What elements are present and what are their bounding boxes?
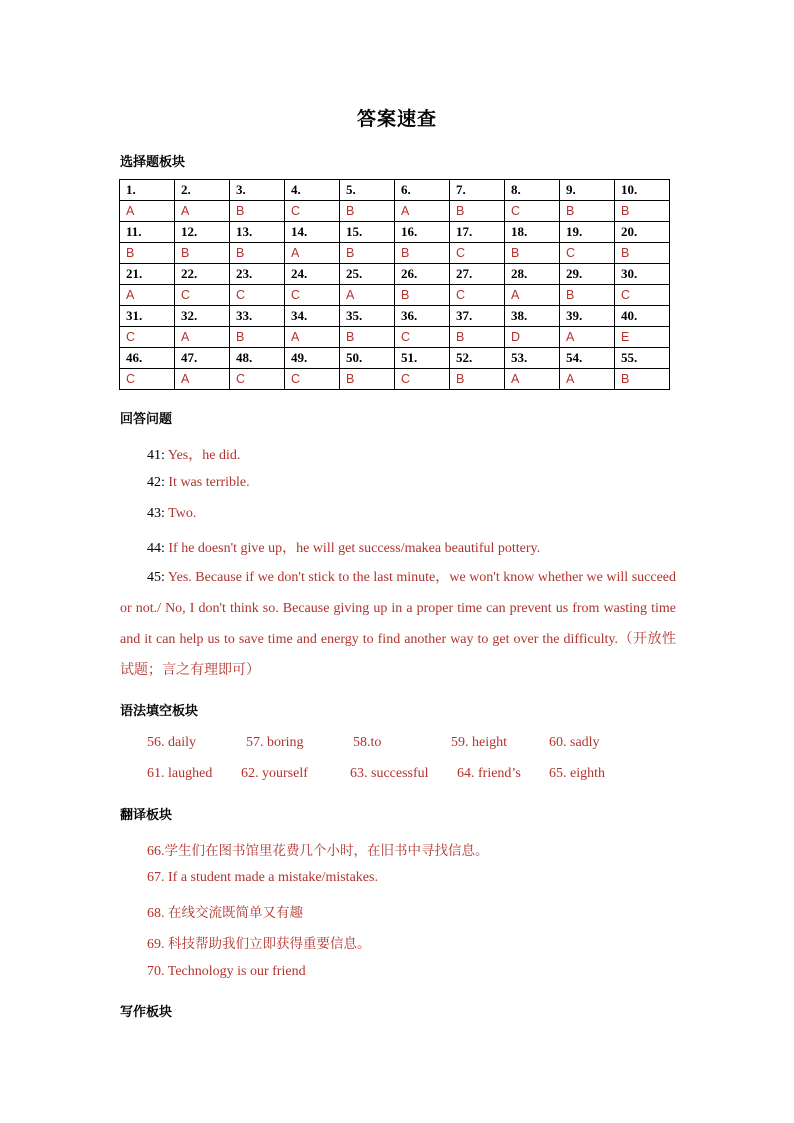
question-number-cell: 4. [285, 180, 340, 201]
question-number-cell: 24. [285, 264, 340, 285]
answer-cell: A [505, 369, 560, 390]
table-row-answers [120, 369, 670, 390]
section-grammar-heading: 语法填空板块 [120, 704, 199, 719]
answer-cell: D [505, 327, 560, 348]
question-number-cell: 35. [340, 306, 395, 327]
answer-cell: A [505, 285, 560, 306]
translation-text: 科技帮助我们立即获得重要信息。 [168, 936, 371, 952]
question-number-cell: 6. [395, 180, 450, 201]
answer-cell: B [615, 201, 670, 222]
section-choice-heading: 选择题板块 [120, 155, 186, 170]
answer-cell: B [615, 369, 670, 390]
answer-cell: A [175, 201, 230, 222]
question-number-cell: 11. [120, 222, 175, 243]
question-number-cell: 16. [395, 222, 450, 243]
question-number-cell: 27. [450, 264, 505, 285]
question-number-cell: 46. [120, 348, 175, 369]
translation-text: Technology is our friend [167, 964, 306, 979]
answer-cell: B [340, 243, 395, 264]
answer-cell: B [340, 369, 395, 390]
grammar-answer: 57. boring [246, 735, 304, 750]
question-number-cell: 8. [505, 180, 560, 201]
translation-answer-66 [147, 839, 489, 860]
question-number-cell: 9. [560, 180, 615, 201]
answer-cell: C [450, 243, 505, 264]
qa-label: 42: [147, 475, 169, 490]
question-number-cell: 53. [505, 348, 560, 369]
question-number-cell: 52. [450, 348, 505, 369]
qa-text: If he doesn't give up，he will get success/makea beautiful pottery. [168, 541, 541, 556]
answer-cell: B [230, 201, 285, 222]
answer-cell: B [175, 243, 230, 264]
question-number-cell: 28. [505, 264, 560, 285]
question-number-cell: 25. [340, 264, 395, 285]
section-translation-heading: 翻译板块 [120, 808, 173, 823]
question-number-cell: 29. [560, 264, 615, 285]
translation-answer-67 [147, 870, 378, 886]
answer-cell: B [450, 201, 505, 222]
choice-answer-table [119, 179, 670, 390]
answer-cell: B [505, 243, 560, 264]
table-row-numbers [120, 180, 670, 201]
question-number-cell: 47. [175, 348, 230, 369]
answer-cell: C [505, 201, 560, 222]
translation-answer-69 [147, 932, 371, 953]
table-row-numbers [120, 306, 670, 327]
question-number-cell: 12. [175, 222, 230, 243]
qa-label: 41: [147, 448, 168, 463]
question-number-cell: 38. [505, 306, 560, 327]
answer-cell: B [560, 285, 615, 306]
table-row-numbers [120, 264, 670, 285]
question-number-cell: 3. [230, 180, 285, 201]
question-number-cell: 40. [615, 306, 670, 327]
answer-cell: C [285, 201, 340, 222]
answer-cell: E [615, 327, 670, 348]
answer-cell: B [560, 201, 615, 222]
qa-answer-42 [147, 475, 250, 491]
question-number-cell: 50. [340, 348, 395, 369]
translation-label: 68. [147, 906, 168, 921]
answer-cell: C [175, 285, 230, 306]
answer-cell: A [120, 201, 175, 222]
question-number-cell: 30. [615, 264, 670, 285]
translation-text: 学生们在图书馆里花费几个小时，在旧书中寻找信息。 [164, 843, 489, 859]
qa-label: 43: [147, 506, 169, 521]
answer-cell: B [615, 243, 670, 264]
translation-answer-68 [147, 901, 303, 922]
answer-cell: A [285, 243, 340, 264]
question-number-cell: 19. [560, 222, 615, 243]
question-number-cell: 36. [395, 306, 450, 327]
table-row-answers [120, 327, 670, 348]
question-number-cell: 5. [340, 180, 395, 201]
question-number-cell: 18. [505, 222, 560, 243]
answer-cell: C [395, 369, 450, 390]
answer-cell: C [615, 285, 670, 306]
question-number-cell: 33. [230, 306, 285, 327]
question-number-cell: 23. [230, 264, 285, 285]
qa-text: Yes，he did. [167, 448, 241, 463]
grammar-answer: 61. laughed [147, 766, 213, 781]
question-number-cell: 1. [120, 180, 175, 201]
qa-answer-41 [147, 444, 240, 464]
qa-text: It was terrible. [168, 475, 250, 490]
grammar-answer: 60. sadly [549, 735, 600, 750]
answer-cell: A [175, 369, 230, 390]
question-number-cell: 49. [285, 348, 340, 369]
question-number-cell: 39. [560, 306, 615, 327]
question-number-cell: 7. [450, 180, 505, 201]
answer-cell: B [230, 243, 285, 264]
section-qa-heading: 回答问题 [120, 412, 173, 427]
question-number-cell: 17. [450, 222, 505, 243]
answer-cell: A [120, 285, 175, 306]
answer-cell: A [340, 285, 395, 306]
answer-cell: B [395, 285, 450, 306]
answer-cell: B [230, 327, 285, 348]
answer-cell: B [340, 327, 395, 348]
answer-cell: A [175, 327, 230, 348]
translation-label: 70. [147, 964, 168, 979]
answer-cell: C [120, 369, 175, 390]
answer-cell: C [120, 327, 175, 348]
answer-cell: C [230, 285, 285, 306]
grammar-answer: 56. daily [147, 735, 196, 750]
grammar-answer: 58.to [353, 735, 382, 750]
answer-cell: C [395, 327, 450, 348]
table-row-answers [120, 201, 670, 222]
grammar-answer: 63. successful [350, 766, 429, 781]
question-number-cell: 14. [285, 222, 340, 243]
table-row-answers [120, 243, 670, 264]
answer-cell: C [285, 285, 340, 306]
table-row-answers [120, 285, 670, 306]
grammar-answer: 64. friend’s [457, 766, 521, 781]
question-number-cell: 34. [285, 306, 340, 327]
grammar-answer: 62. yourself [241, 766, 308, 781]
qa-answer-44 [147, 537, 540, 557]
qa-label: 44: [147, 541, 169, 556]
table-row-numbers [120, 348, 670, 369]
question-number-cell: 54. [560, 348, 615, 369]
answer-cell: C [450, 285, 505, 306]
answer-cell: C [560, 243, 615, 264]
question-number-cell: 31. [120, 306, 175, 327]
answer-cell: A [285, 327, 340, 348]
question-number-cell: 10. [615, 180, 670, 201]
qa-label: 45: [147, 570, 168, 585]
answer-cell: B [340, 201, 395, 222]
translation-label: 69. [147, 937, 168, 952]
grammar-answer: 65. eighth [549, 766, 605, 781]
grammar-answer: 59. height [451, 735, 507, 750]
answer-cell: A [560, 369, 615, 390]
answer-cell: A [395, 201, 450, 222]
question-number-cell: 32. [175, 306, 230, 327]
question-number-cell: 26. [395, 264, 450, 285]
question-number-cell: 20. [615, 222, 670, 243]
question-number-cell: 37. [450, 306, 505, 327]
qa-answer-45 [120, 562, 676, 686]
question-number-cell: 15. [340, 222, 395, 243]
question-number-cell: 48. [230, 348, 285, 369]
qa-answer-43 [147, 506, 196, 522]
translation-label: 66. [147, 844, 165, 859]
translation-text: 在线交流既简单又有趣 [168, 905, 303, 921]
answer-cell: B [450, 369, 505, 390]
answer-cell: C [285, 369, 340, 390]
translation-text: If a student made a mistake/mistakes. [168, 870, 378, 885]
answer-cell: B [120, 243, 175, 264]
translation-answer-70 [147, 964, 306, 980]
question-number-cell: 51. [395, 348, 450, 369]
answer-cell: C [230, 369, 285, 390]
answer-cell: A [560, 327, 615, 348]
qa-text: Yes. Because if we don't stick to the last minute，we won't know whether we will succeed or not./ No, I don't think so. Because giving up in a proper time can prevent us from wasting time and it can help us to save time and energy to find another way to get over the difficulty.（开放性试题；言之有理即可） [120, 570, 676, 678]
page-title: 答案速查 [356, 108, 437, 130]
section-writing-heading: 写作板块 [120, 1005, 173, 1020]
answer-cell: B [450, 327, 505, 348]
table-row-numbers [120, 222, 670, 243]
question-number-cell: 22. [175, 264, 230, 285]
question-number-cell: 55. [615, 348, 670, 369]
question-number-cell: 2. [175, 180, 230, 201]
question-number-cell: 21. [120, 264, 175, 285]
qa-text: Two. [168, 506, 197, 521]
translation-label: 67. [147, 870, 168, 885]
answer-cell: B [395, 243, 450, 264]
question-number-cell: 13. [230, 222, 285, 243]
